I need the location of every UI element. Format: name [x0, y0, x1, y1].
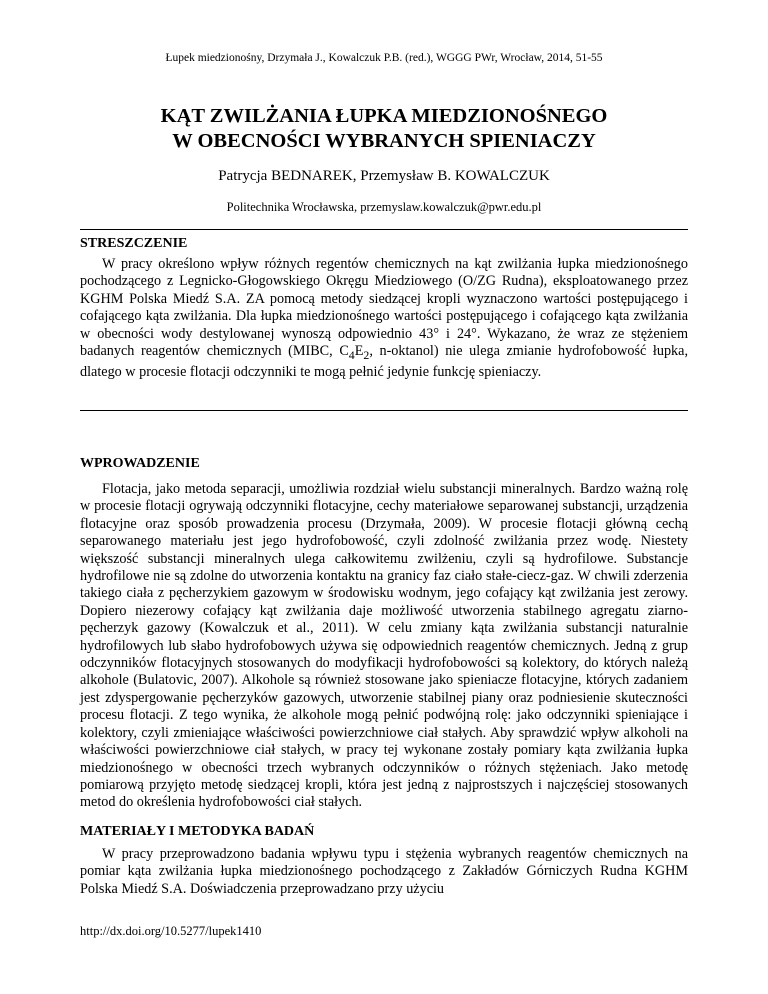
abstract-text	[80, 256, 688, 382]
title-line-2: W OBECNOŚCI WYBRANYCH SPIENIACZY	[172, 130, 596, 152]
abstract-text-part-3: , n-oktanol) nie ulega zmianie hydrofobowość łupka, dlatego w procesie flotacji odczynniki te mogą pełnić jedynie funkcję spieniaczy.	[80, 343, 688, 381]
affiliation: Politechnika Wrocławska, przemyslaw.kowalczuk@pwr.edu.pl	[226, 200, 542, 214]
abstract-text-part-2: E	[354, 343, 364, 360]
abstract-subscript-1: 4	[348, 347, 355, 362]
abstract-top-rule	[80, 229, 688, 230]
abstract-text-part-1: W pracy określono wpływ różnych regentów chemicznych na kąt zwilżania łupka miedzionośnego pochodzącego z Legnicko-Głogowskiego Okręgu Miedziowego (O/ZG Rudna), eksploatowanego przez KGHM Polska Miedź S.A. ZA pomocą metody siedzącej kropli wyznaczono wartości postępującego i cofającego kąta zwilżania. Dla łupka miedzionośnego wartości postępującego i cofającego kąta zwilżania w obecności wody destylowanej wynoszą odpowiednio 43° i 24°. Wykazano, że wraz ze stężeniem badanych reagentów chemicznych (MIBC, C	[80, 256, 688, 360]
title-line-1: KĄT ZWILŻANIA ŁUPKA MIEDZIONOŚNEGO	[160, 105, 608, 127]
methods-text: W pracy przeprowadzono badania wpływu typu i stężenia wybranych reagentów chemicznych na pomiar kąta zwilżania łupka miedzionośnego pochodzącego z Zakładów Górniczych Rudna KGHM Polska Miedź S.A. Doświadczenia przeprowadzano przy użyciu	[80, 846, 688, 897]
introduction-heading: WPROWADZENIE	[80, 456, 200, 471]
authors: Patrycja BEDNAREK, Przemysław B. KOWALCZUK	[218, 168, 550, 184]
methods-heading: MATERIAŁY I METODYKA BADAŃ	[80, 824, 315, 839]
paper-title	[80, 104, 688, 154]
introduction-text: Flotacja, jako metoda separacji, umożliwia rozdział wielu substancji mineralnych. Bardzo ważną rolę w procesie flotacji ogrywają odczynniki flotacyjne, cechy materiałowe separowanej substancji, urządzenia flotacyjne oraz sposób prowadzenia procesu (Drzymała, 2009). W procesie flotacji główną cechą separowanego materiału jest jego hydrofobowość, czyli zdolność zwilżania przez wodę. Niestety większość substancji mineralnych ulega całkowitemu zwilżeniu, czyli są hydrofilowe. Substancje hydrofilowe nie są zdolne do utworzenia kontaktu na granicy faz ciało stałe-ciecz-gaz. W chwili zderzenia takiego ciała z pęcherzykiem gazowym w środowisku wodnym, jego cofający kąt zwilżania jest zerowy. Dopiero niezerowy cofający kąt zwilżania daje możliwość utworzenia stabilnego agregatu ziarno-pęcherzyk gazowy (Kowalczuk et al., 2011). W celu zmiany kąta zwilżania substancji naturalnie hydrofilowych lub słabo hydrofobowych używa się odpowiednich reagentów chemicznych. Jedną z grup odczynników flotacyjnych stosowanych do modyfikacji hydrofobowości są kolektory, do których należą alkohole (Bulatovic, 2007). Alkohole są również stosowane jako spieniacze flotacyjne, których zadaniem jest zdyspergowanie pęcherzyków gazowych, utworzenie stabilnej piany oraz podniesienie skuteczności procesu flotacji. Z tego wynika, że alkohole mogą pełnić podwójną rolę: jako odczynniki spieniające i kolektory, czyli zmieniające właściwości powierzchniowe ciał stałych. Aby sprawdzić wpływ alkoholi na właściwości powierzchniowe ciał stałych, w pracy tej wykonane zostały pomiary kąta zwilżania łupka miedzionośnego w obecności trzech wybranych odczynników o różnych stężeniach. Jako metodę pomiarową przyjęto metodę siedzącej kropli, która jest jedną z najprostszych i najczęściej stosowanych metod do określenia hydrofobowości ciał stałych.	[80, 481, 688, 811]
doi-link[interactable]: http://dx.doi.org/10.5277/lupek1410	[80, 924, 262, 938]
abstract-subscript-2: 2	[363, 347, 370, 362]
abstract-bottom-rule	[80, 410, 688, 411]
abstract-heading: STRESZCZENIE	[80, 236, 188, 251]
running-head: Łupek miedzionośny, Drzymała J., Kowalczuk P.B. (red.), WGGG PWr, Wrocław, 2014, 51-55	[165, 52, 603, 64]
